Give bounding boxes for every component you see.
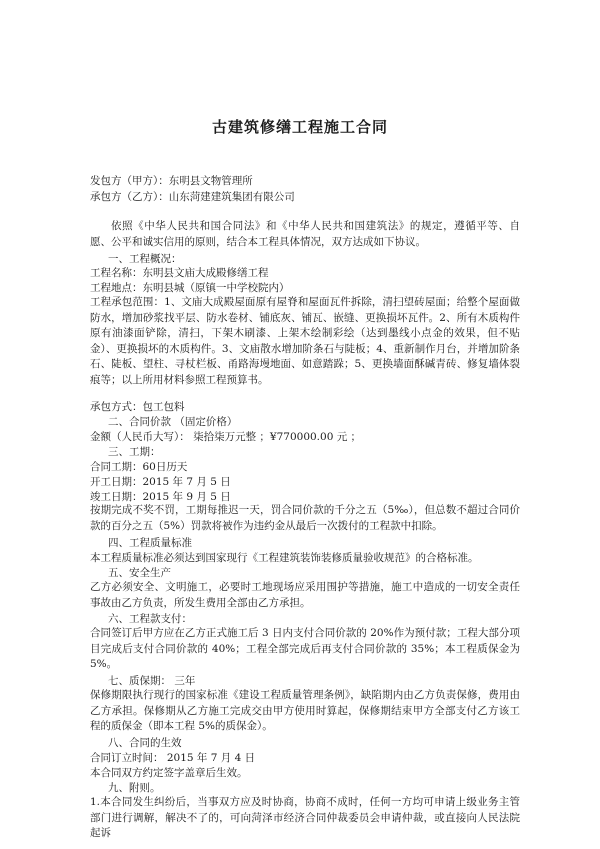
- section-4-heading: 四、工程质量标准: [108, 537, 192, 549]
- safety-paragraph: 乙方必须安全、文明施工，必要时工地现场应采用围护等措施，施工中造成的一切安全责任事故由乙方负责，所发生费用全部由乙方承担。: [90, 581, 520, 609]
- scope-paragraph: 工程承包范围：1、文庙大成殿屋面原有屋脊和屋面瓦件拆除，清扫望砖屋面；给整个屋面做防水，增加砂浆找平层、防水卷材、铺底灰、铺瓦、嵌缝、更换损坏瓦件。2、所有木质构件原有油漆面铲除，清扫，下架木刷漆、上架木绘制彩绘（达到墨线小点金的效果，但不贴金）、更换损坏的木质构件。3、文庙散水增加阶条石与陡板；4、重新制作月台，并增加阶条石、陡板、望柱、寻杖栏板、甬路海墁地面、如意踏跺；5、更换墙面酥碱青砖、修复墙体裂痕等；以上所用材料参照工程预算书。: [90, 296, 520, 386]
- start-date: 开工日期：2015 年 7 月 5 日: [90, 476, 231, 488]
- section-9-heading: 九、附则。: [108, 782, 161, 794]
- sign-date: 合同订立时间： 2015 年 7 月 4 日: [90, 752, 256, 764]
- schedule-penalty: 按期完成不奖不罚，工期每推迟一天，罚合同价款的千分之五（5‰），但总数不超过合同价款的百分之五（5%）罚款将被作为违约金从最后一次拨付的工程款中扣除。: [90, 504, 520, 532]
- party-b: 承包方（乙方）：山东菏建建筑集团有限公司: [90, 191, 295, 203]
- payment-paragraph: 合同签订后甲方应在乙方正式施工后 3 日内支付合同价款的 20%作为预付款；工程大部分项目完成后支付合同价款的 40%；工程全部完成后再支付合同价款的 35%；本工程质保金为 5%。: [90, 627, 520, 670]
- contract-type: 承包方式：包工包料: [90, 401, 185, 413]
- project-name: 工程名称：东明县文庙大成殿修缮工程: [90, 267, 269, 279]
- section-5-heading: 五、安全生产: [108, 567, 171, 579]
- quality-standard: 本工程质量标准必须达到国家现行《工程建筑装饰装修质量验收规范》的合格标准。: [90, 552, 479, 564]
- effective-clause: 本合同双方约定签字盖章后生效。: [90, 767, 248, 779]
- end-date: 竣工日期：2015 年 9 月 5 日: [90, 491, 231, 503]
- contract-title: 古建筑修缮工程施工合同: [211, 118, 388, 136]
- section-6-heading: 六、工程款支付：: [108, 613, 192, 625]
- section-8-heading: 八、合同的生效: [108, 737, 182, 749]
- section-7-heading: 七、质保期： 三年: [108, 675, 196, 687]
- project-location: 工程地点：东明县城（原镇一中学校院内）: [90, 282, 290, 294]
- intro-paragraph: 依照《中华人民共和国合同法》和《中华人民共和国建筑法》的规定，遵循平等、自愿、公平和诚实信用的原则，结合本工程具体情况，双方达成如下协议。: [90, 220, 520, 248]
- warranty-paragraph: 保修期限执行现行的国家标准《建设工程质量管理条例》，缺陷期内由乙方负责保修，费用由乙方承担。保修期从乙方施工完成交由甲方使用时算起，保修期结束甲方全部支付乙方该工程的质保金（即本工程 5%的质保金）。: [90, 689, 520, 732]
- section-1-heading: 一、工程概况：: [108, 253, 182, 265]
- section-3-heading: 三、工期：: [108, 446, 161, 458]
- duration: 合同工期：60日历天: [90, 461, 188, 473]
- party-a: 发包方（甲方）：东明县文物管理所: [90, 175, 253, 187]
- section-2-heading: 二、合同价款 （固定价格）: [108, 416, 238, 428]
- contract-amount: 金额（人民币大写）： 柒拾柒万元整 ；¥770000.00 元 ；: [90, 431, 362, 443]
- dispute-paragraph: 1.本合同发生纠纷后，当事双方应及时协商，协商不成时，任何一方均可申请上级业务主管部门进行调解，解决不了的，可向菏泽市经济合同仲裁委员会申请仲裁，或直接向人民法院起诉: [90, 796, 520, 839]
